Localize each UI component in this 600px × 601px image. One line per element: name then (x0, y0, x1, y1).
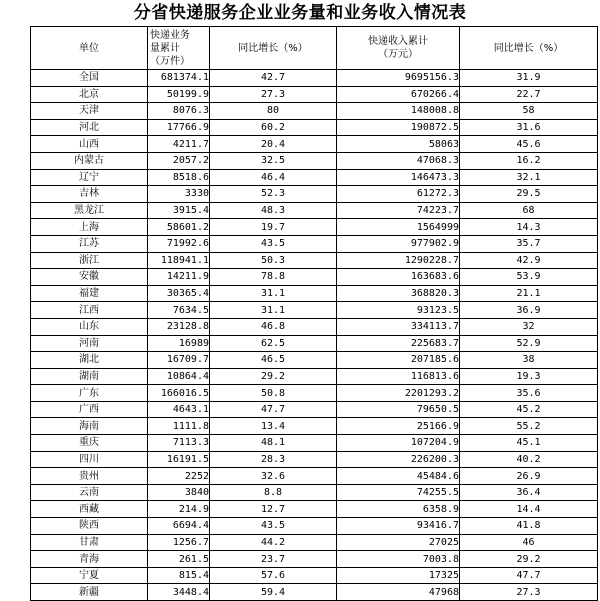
cell-region: 湖南 (31, 368, 148, 385)
cell-region: 全国 (31, 70, 148, 87)
cell-revenue-growth: 31.9 (460, 70, 598, 87)
cell-volume-growth: 59.4 (210, 584, 337, 601)
cell-volume-growth: 46.4 (210, 169, 337, 186)
cell-revenue: 163683.6 (337, 269, 460, 286)
header-revenue-growth: 同比增长（%） (460, 27, 598, 70)
cell-revenue: 368820.3 (337, 285, 460, 302)
header-row (31, 27, 598, 70)
cell-revenue-growth: 45.6 (460, 136, 598, 153)
cell-volume-growth: 78.8 (210, 269, 337, 286)
cell-revenue-growth: 53.9 (460, 269, 598, 286)
cell-volume-growth: 27.3 (210, 86, 337, 103)
cell-revenue: 74223.7 (337, 202, 460, 219)
cell-revenue: 74255.5 (337, 484, 460, 501)
header-volume-line1: 快递业务 (150, 29, 190, 41)
table-row (31, 302, 598, 319)
table-row (31, 103, 598, 120)
cell-volume: 3448.4 (148, 584, 210, 601)
cell-region: 吉林 (31, 186, 148, 203)
cell-volume-growth: 57.6 (210, 567, 337, 584)
express-stats-table (30, 26, 598, 601)
cell-volume: 3840 (148, 484, 210, 501)
cell-revenue-growth: 14.4 (460, 501, 598, 518)
cell-region: 广西 (31, 401, 148, 418)
cell-volume: 71992.6 (148, 235, 210, 252)
cell-revenue: 148008.8 (337, 103, 460, 120)
table-row (31, 86, 598, 103)
cell-revenue: 334113.7 (337, 318, 460, 335)
cell-revenue-growth: 32 (460, 318, 598, 335)
cell-revenue: 93123.5 (337, 302, 460, 319)
cell-region: 黑龙江 (31, 202, 148, 219)
cell-region: 上海 (31, 219, 148, 236)
cell-volume: 1256.7 (148, 534, 210, 551)
cell-region: 内蒙古 (31, 152, 148, 169)
cell-region: 河南 (31, 335, 148, 352)
cell-region: 新疆 (31, 584, 148, 601)
cell-revenue-growth: 29.5 (460, 186, 598, 203)
cell-region: 安徽 (31, 269, 148, 286)
table-row (31, 567, 598, 584)
cell-volume-growth: 50.8 (210, 385, 337, 402)
cell-volume: 50199.9 (148, 86, 210, 103)
table-row (31, 518, 598, 535)
cell-volume-growth: 46.8 (210, 318, 337, 335)
table-row (31, 136, 598, 153)
cell-region: 海南 (31, 418, 148, 435)
table-row (31, 186, 598, 203)
cell-volume: 14211.9 (148, 269, 210, 286)
cell-volume-growth: 20.4 (210, 136, 337, 153)
cell-volume-growth: 46.5 (210, 352, 337, 369)
table-row (31, 219, 598, 236)
table-row (31, 352, 598, 369)
cell-revenue: 107204.9 (337, 435, 460, 452)
cell-revenue-growth: 35.7 (460, 235, 598, 252)
cell-revenue: 225683.7 (337, 335, 460, 352)
table-row (31, 202, 598, 219)
table-row (31, 401, 598, 418)
table-body (31, 70, 598, 601)
cell-volume-growth: 31.1 (210, 302, 337, 319)
table-row (31, 119, 598, 136)
cell-volume: 16989 (148, 335, 210, 352)
cell-volume: 7634.5 (148, 302, 210, 319)
header-volume-line3: （万件） (150, 55, 190, 67)
cell-revenue-growth: 31.6 (460, 119, 598, 136)
cell-revenue-growth: 27.3 (460, 584, 598, 601)
cell-revenue-growth: 47.7 (460, 567, 598, 584)
cell-revenue: 977902.9 (337, 235, 460, 252)
table-row (31, 534, 598, 551)
table-row (31, 152, 598, 169)
cell-revenue-growth: 42.9 (460, 252, 598, 269)
cell-volume-growth: 42.7 (210, 70, 337, 87)
cell-region: 天津 (31, 103, 148, 120)
cell-volume: 23128.8 (148, 318, 210, 335)
cell-revenue-growth: 52.9 (460, 335, 598, 352)
cell-region: 宁夏 (31, 567, 148, 584)
cell-volume-growth: 32.6 (210, 468, 337, 485)
cell-volume: 214.9 (148, 501, 210, 518)
cell-volume-growth: 19.7 (210, 219, 337, 236)
header-revenue-line2: （万元） (378, 49, 418, 60)
table-row (31, 335, 598, 352)
cell-volume-growth: 32.5 (210, 152, 337, 169)
cell-volume-growth: 43.5 (210, 235, 337, 252)
cell-region: 江西 (31, 302, 148, 319)
cell-region: 云南 (31, 484, 148, 501)
cell-region: 西藏 (31, 501, 148, 518)
table-row (31, 435, 598, 452)
cell-volume: 1111.8 (148, 418, 210, 435)
table-row (31, 169, 598, 186)
cell-revenue-growth: 35.6 (460, 385, 598, 402)
cell-revenue-growth: 36.4 (460, 484, 598, 501)
cell-volume-growth: 48.3 (210, 202, 337, 219)
header-volume-line2: 量累计 (150, 42, 180, 54)
cell-region: 河北 (31, 119, 148, 136)
cell-region: 山西 (31, 136, 148, 153)
table-row (31, 318, 598, 335)
cell-region: 四川 (31, 451, 148, 468)
header-unit: 单位 (31, 27, 148, 70)
cell-revenue: 79650.5 (337, 401, 460, 418)
cell-revenue: 7003.8 (337, 551, 460, 568)
header-volume-growth: 同比增长（%） (210, 27, 337, 70)
cell-revenue-growth: 16.2 (460, 152, 598, 169)
cell-revenue: 27025 (337, 534, 460, 551)
cell-revenue: 47068.3 (337, 152, 460, 169)
table-row (31, 584, 598, 601)
cell-revenue: 61272.3 (337, 186, 460, 203)
cell-revenue: 146473.3 (337, 169, 460, 186)
cell-revenue: 17325 (337, 567, 460, 584)
cell-region: 山东 (31, 318, 148, 335)
cell-revenue: 207185.6 (337, 352, 460, 369)
table-row (31, 551, 598, 568)
cell-region: 广东 (31, 385, 148, 402)
cell-revenue-growth: 55.2 (460, 418, 598, 435)
cell-volume-growth: 47.7 (210, 401, 337, 418)
cell-volume-growth: 48.1 (210, 435, 337, 452)
cell-revenue-growth: 46 (460, 534, 598, 551)
cell-region: 重庆 (31, 435, 148, 452)
cell-region: 湖北 (31, 352, 148, 369)
cell-region: 浙江 (31, 252, 148, 269)
cell-volume: 58601.2 (148, 219, 210, 236)
cell-region: 贵州 (31, 468, 148, 485)
cell-volume: 4643.1 (148, 401, 210, 418)
cell-revenue: 1564999 (337, 219, 460, 236)
cell-revenue: 6358.9 (337, 501, 460, 518)
cell-region: 江苏 (31, 235, 148, 252)
cell-revenue: 58063 (337, 136, 460, 153)
cell-volume-growth: 52.3 (210, 186, 337, 203)
cell-revenue-growth: 38 (460, 352, 598, 369)
cell-volume: 30365.4 (148, 285, 210, 302)
cell-volume-growth: 62.5 (210, 335, 337, 352)
cell-revenue-growth: 40.2 (460, 451, 598, 468)
cell-revenue-growth: 32.1 (460, 169, 598, 186)
cell-volume-growth: 8.8 (210, 484, 337, 501)
header-revenue-line1: 快递收入累计 (368, 36, 428, 47)
header-volume (148, 27, 210, 70)
cell-volume: 261.5 (148, 551, 210, 568)
cell-revenue: 670266.4 (337, 86, 460, 103)
table-header (31, 27, 598, 70)
cell-volume-growth: 80 (210, 103, 337, 120)
cell-volume: 10864.4 (148, 368, 210, 385)
cell-revenue: 226200.3 (337, 451, 460, 468)
table-row (31, 418, 598, 435)
cell-volume: 2057.2 (148, 152, 210, 169)
cell-region: 甘肃 (31, 534, 148, 551)
table-row (31, 501, 598, 518)
cell-region: 辽宁 (31, 169, 148, 186)
cell-volume-growth: 50.3 (210, 252, 337, 269)
cell-volume: 8076.3 (148, 103, 210, 120)
cell-revenue-growth: 29.2 (460, 551, 598, 568)
cell-region: 北京 (31, 86, 148, 103)
cell-revenue-growth: 19.3 (460, 368, 598, 385)
table-row (31, 269, 598, 286)
table-row (31, 70, 598, 87)
table-row (31, 235, 598, 252)
table-row (31, 385, 598, 402)
cell-volume: 16709.7 (148, 352, 210, 369)
cell-revenue-growth: 14.3 (460, 219, 598, 236)
cell-revenue: 45484.6 (337, 468, 460, 485)
table-row (31, 451, 598, 468)
cell-volume-growth: 23.7 (210, 551, 337, 568)
cell-revenue: 47968 (337, 584, 460, 601)
cell-revenue: 2201293.2 (337, 385, 460, 402)
cell-volume: 4211.7 (148, 136, 210, 153)
cell-volume-growth: 12.7 (210, 501, 337, 518)
cell-region: 陕西 (31, 518, 148, 535)
cell-volume-growth: 31.1 (210, 285, 337, 302)
cell-revenue: 9695156.3 (337, 70, 460, 87)
table-row (31, 252, 598, 269)
cell-revenue-growth: 45.1 (460, 435, 598, 452)
table-row (31, 484, 598, 501)
cell-revenue-growth: 41.8 (460, 518, 598, 535)
table-row (31, 368, 598, 385)
cell-volume: 6694.4 (148, 518, 210, 535)
cell-volume-growth: 43.5 (210, 518, 337, 535)
cell-volume: 7113.3 (148, 435, 210, 452)
table-title: 分省快递服务企业业务量和业务收入情况表 (133, 3, 467, 23)
cell-volume: 681374.1 (148, 70, 210, 87)
cell-revenue-growth: 21.1 (460, 285, 598, 302)
cell-revenue-growth: 36.9 (460, 302, 598, 319)
cell-revenue: 25166.9 (337, 418, 460, 435)
cell-revenue: 1290228.7 (337, 252, 460, 269)
cell-revenue-growth: 45.2 (460, 401, 598, 418)
table-row (31, 468, 598, 485)
cell-volume: 3915.4 (148, 202, 210, 219)
cell-revenue: 190872.5 (337, 119, 460, 136)
cell-volume-growth: 13.4 (210, 418, 337, 435)
cell-volume: 16191.5 (148, 451, 210, 468)
cell-volume: 166016.5 (148, 385, 210, 402)
cell-volume: 17766.9 (148, 119, 210, 136)
cell-revenue-growth: 26.9 (460, 468, 598, 485)
cell-volume: 8518.6 (148, 169, 210, 186)
cell-volume-growth: 60.2 (210, 119, 337, 136)
header-revenue (337, 27, 460, 70)
cell-volume-growth: 28.3 (210, 451, 337, 468)
cell-volume: 3330 (148, 186, 210, 203)
cell-volume-growth: 29.2 (210, 368, 337, 385)
cell-revenue: 93416.7 (337, 518, 460, 535)
cell-region: 福建 (31, 285, 148, 302)
cell-volume: 118941.1 (148, 252, 210, 269)
cell-volume-growth: 44.2 (210, 534, 337, 551)
cell-revenue-growth: 22.7 (460, 86, 598, 103)
cell-revenue-growth: 58 (460, 103, 598, 120)
cell-volume: 2252 (148, 468, 210, 485)
cell-revenue: 116813.6 (337, 368, 460, 385)
cell-volume: 815.4 (148, 567, 210, 584)
cell-revenue-growth: 68 (460, 202, 598, 219)
cell-region: 青海 (31, 551, 148, 568)
table-row (31, 285, 598, 302)
